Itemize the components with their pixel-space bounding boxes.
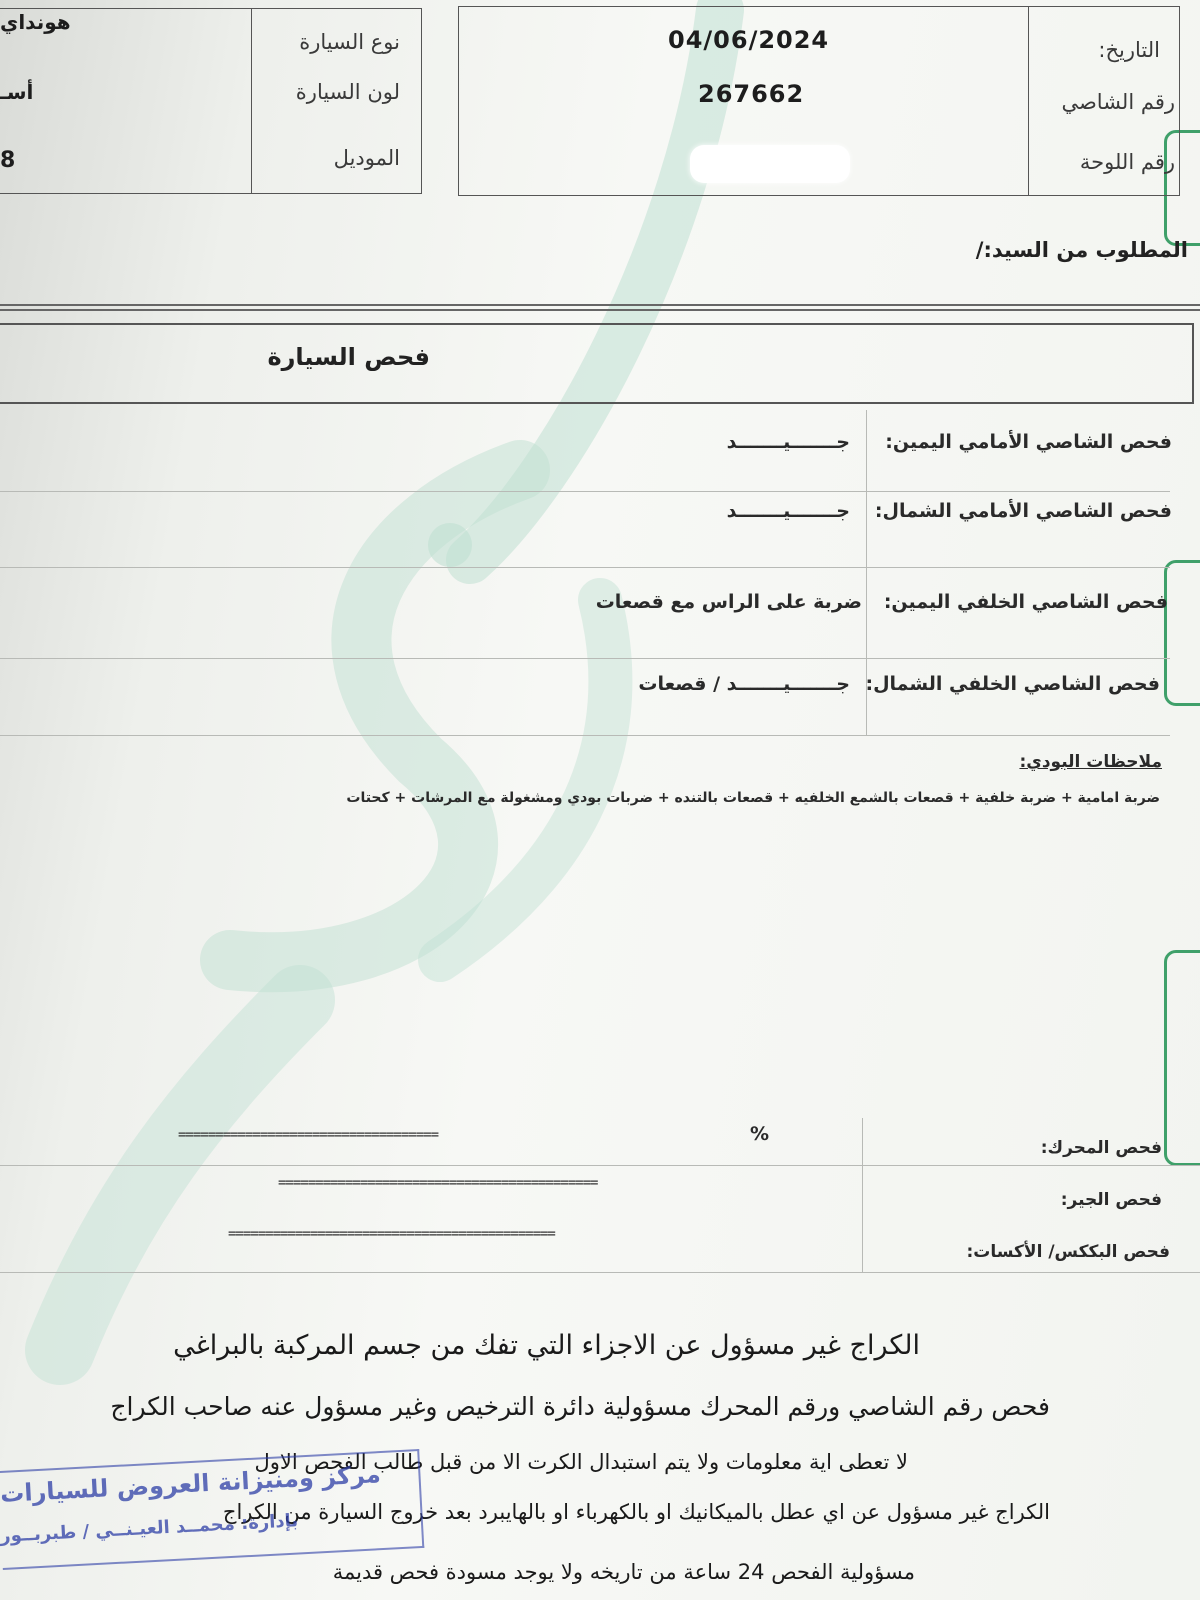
engine-check-percent: % [750,1123,770,1145]
vehicle-color-value: أسـ [0,80,34,104]
engine-check-dashes: =================================== [178,1127,439,1143]
chassis-front-left-label: فحص الشاصي الأمامي الشمال: [874,500,1172,522]
vehicle-box-divider [251,9,252,193]
edge-tab-low [1164,950,1200,1166]
chassis-front-right-value: جـــــــيـــــــد [726,431,850,453]
chassis-label: رقم الشاصي [1061,90,1175,114]
mechanical-line-2 [0,1272,1200,1273]
chassis-rear-left-value: جـــــــيـــــــد / قصعات [638,673,850,695]
garage-stamp-line1: مركز ومنيزانة العروض للسيارات [0,1460,382,1508]
double-rule-bottom [0,309,1200,311]
disclaimer-2: فحص رقم الشاصي ورقم المحرك مسؤولية دائرة الترخيص وغير مسؤول عنه صاحب الكراج [110,1392,1050,1421]
vehicle-color-label: لون السيارة [295,80,400,104]
date-label: التاريخ: [1098,38,1160,62]
gear-check-dashes: =========================================== [278,1175,598,1191]
double-rule-top [0,304,1200,306]
disclaimer-4: الكراج غير مسؤول عن اي عطل بالميكانيك او بالكهرباء او بالهايبرد بعد خروج السيارة من الكراج [222,1500,1050,1524]
chassis-value: 267662 [698,80,805,108]
engine-check-label: فحص المحرك: [1040,1138,1162,1158]
grid-line-1 [0,491,1170,492]
edge-tab-mid [1164,560,1200,706]
disclaimer-3: لا تعطى اية معلومات ولا يتم استبدال الكرت الا من قبل طالب الفحص الاول [254,1450,908,1474]
chassis-rear-left-label: فحص الشاصي الخلفي الشمال: [865,673,1160,695]
vehicle-type-label: نوع السيارة [299,30,400,54]
gear-check-label: فحص الجير: [1060,1190,1162,1210]
inspection-title-box [0,323,1194,404]
grid-line-4 [0,735,1170,736]
vehicle-model-label: الموديل [333,146,400,170]
date-value: 04/06/2024 [668,26,830,54]
garage-stamp-line2: بإدارة: محمــد العيـنــي / طبربــور [0,1510,299,1547]
vehicle-type-value: هونداي [0,10,71,34]
chassis-front-left-value: جـــــــيـــــــد [726,500,850,522]
mechanical-grid-divider [862,1118,863,1273]
mechanical-line-1 [0,1165,1200,1166]
vehicle-model-value: 8 [0,148,17,173]
grid-line-2 [0,567,1170,568]
chassis-rear-right-value: ضربة على الراس مع قصعات [595,591,862,613]
disclaimer-5: مسؤولية الفحص 24 ساعة من تاريخه ولا يوجد مسودة فحص قديمة [332,1560,915,1584]
axle-check-label: فحص البككس/ الأكسات: [966,1242,1170,1262]
chassis-rear-right-label: فحص الشاصي الخلفي اليمين: [883,591,1168,613]
grid-line-3 [0,658,1170,659]
plate-label: رقم اللوحة [1079,150,1175,174]
chassis-front-right-label: فحص الشاصي الأمامي اليمين: [885,431,1172,453]
axle-check-dashes: ============================================ [228,1226,555,1242]
plate-redaction [690,145,850,183]
disclaimer-1: الكراج غير مسؤول عن الاجزاء التي تفك من جسم المركبة بالبراغي [173,1330,920,1361]
inspection-title: فحص السيارة [267,343,430,371]
info-box-divider [1028,7,1029,195]
body-notes-label: ملاحظات البودي: [1019,752,1162,772]
requested-from-label: المطلوب من السيد:/ [975,238,1188,262]
body-notes-text: ضربة امامية + ضربة خلفية + قصعات بالشمع الخلفيه + قصعات بالتنده + ضربات بودي ومشغولة مع المرشات + كحتات [346,790,1160,806]
